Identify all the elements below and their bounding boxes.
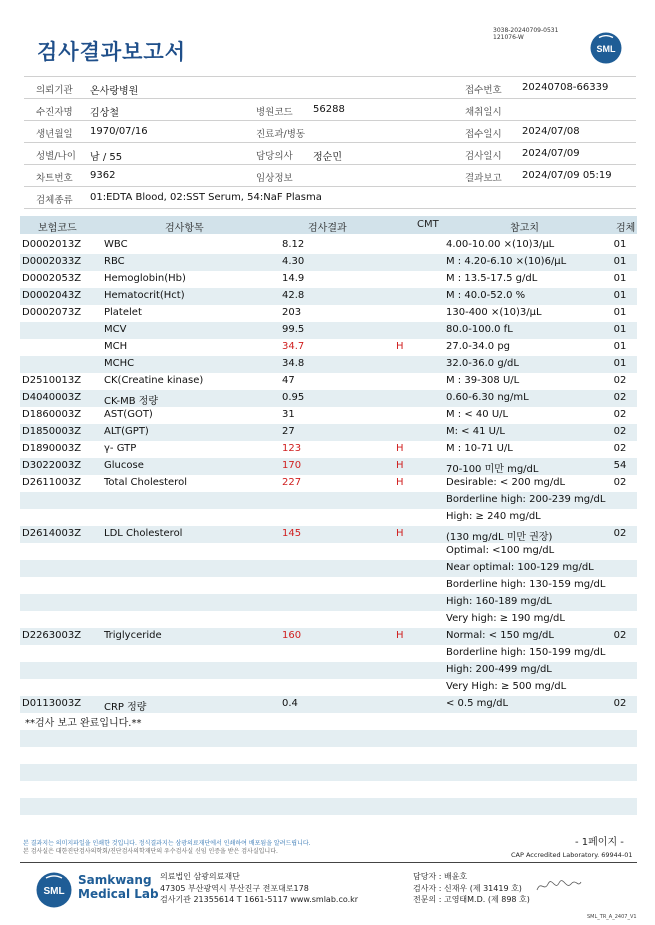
sex-age-label: 성별/나이 — [36, 151, 76, 162]
reference-cell: High: ≥ 240 mg/dL — [446, 511, 541, 522]
specimen-value: 01:EDTA Blood, 02:SST Serum, 54:NaF Plasma — [90, 192, 322, 203]
reference-cell: 0.60-6.30 ng/mL — [446, 392, 529, 403]
page-title: 검사결과보고서 — [37, 40, 187, 64]
specimen-cell: 02 — [613, 528, 627, 539]
reference-cell: High: 160-189 mg/dL — [446, 596, 552, 607]
flag-cell: H — [396, 460, 404, 471]
specimen-cell: 02 — [613, 409, 627, 420]
code-cell: D0002073Z — [22, 307, 82, 318]
code-cell: D0002043Z — [22, 290, 82, 301]
code-cell: D1850003Z — [22, 426, 82, 437]
receipt-date-value: 2024/07/08 — [522, 126, 580, 137]
code-cell: D4040003Z — [22, 392, 82, 403]
result-cell: 42.8 — [282, 290, 305, 301]
sex-age-value: 남 / 55 — [90, 152, 123, 163]
sml-logo-icon — [36, 872, 72, 908]
org-address: 47305 부산광역시 부산진구 전포대로178 — [160, 883, 309, 893]
brand-line-2: Medical Lab — [78, 887, 159, 901]
result-cell: 4.30 — [282, 256, 305, 267]
item-cell: Glucose — [104, 460, 144, 471]
col-result-header: 검사결과 — [308, 223, 347, 234]
item-cell: Hematocrit(Hct) — [104, 290, 185, 301]
report-date-value: 2024/07/09 05:19 — [522, 170, 612, 181]
test-date-value: 2024/07/09 — [522, 148, 580, 159]
result-cell: 0.95 — [282, 392, 305, 403]
row-band — [20, 798, 637, 815]
reference-cell: Borderline high: 150-199 mg/dL — [446, 647, 606, 658]
specimen-cell: 01 — [613, 307, 627, 318]
staff-info — [413, 871, 530, 906]
col-code-header: 보험코드 — [38, 223, 77, 234]
reference-cell: M : 40.0-52.0 % — [446, 290, 526, 301]
reference-cell: 32.0-36.0 g/dL — [446, 358, 519, 369]
info-row — [24, 187, 636, 209]
reference-cell: Optimal: <100 mg/dL — [446, 545, 555, 556]
item-cell: LDL Cholesterol — [104, 528, 183, 539]
flag-cell: H — [396, 528, 404, 539]
item-cell: Hemoglobin(Hb) — [104, 273, 186, 284]
result-cell: 47 — [282, 375, 295, 386]
sml-logo-icon — [590, 32, 622, 64]
result-cell: 8.12 — [282, 239, 305, 250]
specimen-cell: 01 — [613, 341, 627, 352]
code-cell: D2263003Z — [22, 630, 82, 641]
result-cell: 31 — [282, 409, 295, 420]
reference-cell: M : 10-71 U/L — [446, 443, 513, 454]
code-cell: D0113003Z — [22, 698, 82, 709]
reference-cell: M : 4.20-6.10 ×(10)6/μL — [446, 256, 567, 267]
reference-cell: < 0.5 mg/dL — [446, 698, 509, 709]
specimen-cell: 02 — [613, 698, 627, 709]
specimen-cell: 02 — [613, 392, 627, 403]
cap-accreditation: CAP Accredited Laboratory. 69944-01 — [511, 851, 633, 859]
reference-cell: M: < 41 U/L — [446, 426, 505, 437]
reference-cell: 70-100 미만 mg/dL — [446, 464, 539, 475]
item-cell: CK(Creatine kinase) — [104, 375, 204, 386]
hospital-code-value: 56288 — [313, 104, 345, 115]
footnote-line-1: 본 결과지는 의미지파일을 인쇄한 것입니다. 정식결과지는 삼광의료재단에서 인쇄하여 배포됨을 알려드립니다. — [23, 840, 311, 847]
info-row — [24, 76, 636, 99]
code-cell: D0002053Z — [22, 273, 82, 284]
logo-text: SML — [43, 886, 65, 897]
result-cell: 0.4 — [282, 698, 298, 709]
result-cell: 34.8 — [282, 358, 305, 369]
reference-cell: 27.0-34.0 pg — [446, 341, 511, 352]
result-cell: 14.9 — [282, 273, 305, 284]
result-cell: 34.7 — [282, 341, 305, 352]
reference-cell: 80.0-100.0 fL — [446, 324, 513, 335]
hospital-value: 온사랑병원 — [90, 86, 139, 97]
result-cell: 170 — [282, 460, 302, 471]
code-cell: D1890003Z — [22, 443, 82, 454]
organization-info — [160, 871, 358, 906]
info-row — [24, 99, 636, 121]
specimen-cell: 01 — [613, 358, 627, 369]
patient-value: 김상철 — [90, 108, 119, 119]
item-cell: Triglyceride — [104, 630, 162, 641]
item-cell: CRP 정량 — [104, 702, 147, 713]
hospital-label: 의뢰기관 — [36, 85, 73, 96]
staff-manager: 담당자 : 배윤호 — [413, 872, 468, 881]
test-date-label: 검사일시 — [465, 151, 502, 162]
code-cell: D0002033Z — [22, 256, 82, 267]
specimen-cell: 02 — [613, 630, 627, 641]
reference-cell: Very high: ≥ 190 mg/dL — [446, 613, 565, 624]
doc-code-2: 121076-W — [493, 34, 524, 41]
receipt-no-value: 20240708-66339 — [522, 82, 609, 93]
reference-cell: 130-400 ×(10)3/μL — [446, 307, 542, 318]
reference-cell: Near optimal: 100-129 mg/dL — [446, 562, 594, 573]
result-cell: 123 — [282, 443, 302, 454]
hospital-code-label: 병원코드 — [256, 107, 293, 118]
specimen-cell: 01 — [613, 256, 627, 267]
brand-name — [78, 873, 159, 901]
code-cell: D2510013Z — [22, 375, 82, 386]
patient-info — [24, 76, 636, 209]
code-cell: D3022003Z — [22, 460, 82, 471]
logo-text: SML — [596, 44, 616, 54]
item-cell: ALT(GPT) — [104, 426, 149, 437]
item-cell: RBC — [104, 256, 125, 267]
report-date-label: 결과보고 — [465, 173, 502, 184]
reference-cell: M : 39-308 U/L — [446, 375, 520, 386]
org-name: 의료법인 삼광의료재단 — [160, 872, 240, 881]
item-cell: MCHC — [104, 358, 135, 369]
reference-cell: Desirable: < 200 mg/dL — [446, 477, 566, 488]
specimen-cell: 01 — [613, 273, 627, 284]
receipt-no-label: 접수번호 — [465, 85, 502, 96]
specimen-label: 검체종류 — [36, 195, 73, 206]
chart-no-value: 9362 — [90, 170, 116, 181]
flag-cell: H — [396, 630, 404, 641]
dept-label: 진료과/병동 — [256, 129, 306, 140]
item-cell: MCH — [104, 341, 128, 352]
reference-cell: M : 13.5-17.5 g/dL — [446, 273, 538, 284]
doc-code-1: 3038-20240709-0531 — [493, 27, 559, 34]
page-number: - 1페이지 - — [575, 837, 624, 848]
result-cell: 145 — [282, 528, 302, 539]
reference-cell: M : < 40 U/L — [446, 409, 509, 420]
col-ref-header: 참고치 — [510, 223, 539, 234]
item-cell: MCV — [104, 324, 127, 335]
flag-cell: H — [396, 443, 404, 454]
row-band — [20, 730, 637, 747]
item-cell: γ- GTP — [104, 443, 137, 454]
result-cell: 27 — [282, 426, 295, 437]
flag-cell: H — [396, 477, 404, 488]
staff-examiner: 검사자 : 신재우 (제 31419 호) — [413, 883, 522, 893]
item-cell: WBC — [104, 239, 128, 250]
specimen-cell: 02 — [613, 477, 627, 488]
collect-date-label: 채취일시 — [465, 107, 502, 118]
specimen-cell: 54 — [613, 460, 627, 471]
document-code — [493, 27, 558, 41]
staff-specialist: 전문의 : 고영태M.D. (제 898 호) — [413, 895, 530, 904]
signature-icon — [535, 878, 583, 894]
result-cell: 203 — [282, 307, 302, 318]
report-complete-note: **검사 보고 완료입니다.** — [25, 718, 142, 729]
reference-cell: Borderline high: 200-239 mg/dL — [446, 494, 606, 505]
chart-no-label: 차트번호 — [36, 173, 73, 184]
col-item-header: 검사항목 — [165, 223, 204, 234]
code-cell: D0002013Z — [22, 239, 82, 250]
reference-cell: Very High: ≥ 500 mg/dL — [446, 681, 567, 692]
results-table-header — [20, 216, 637, 234]
reference-cell: (130 mg/dL 미만 권장) — [446, 532, 553, 543]
footnote-line-2: 본 검사실은 대한진단검사의학회/진단검사의학재단의 우수검사실 신임 인증을 받은 검사실입니다. — [23, 848, 278, 855]
info-row — [24, 143, 636, 165]
org-contact: 검사기관 21355614 T 1661-5117 www.smlab.co.kr — [160, 895, 359, 904]
reference-cell: Normal: < 150 mg/dL — [446, 630, 554, 641]
info-row — [24, 121, 636, 143]
reference-cell: Borderline high: 130-159 mg/dL — [446, 579, 606, 590]
result-cell: 227 — [282, 477, 302, 488]
doctor-label: 담당의사 — [256, 151, 293, 162]
reference-cell: High: 200-499 mg/dL — [446, 664, 552, 675]
specimen-cell: 01 — [613, 324, 627, 335]
info-row — [24, 165, 636, 187]
specimen-cell: 02 — [613, 443, 627, 454]
form-code: SML_TR_A_2407_V1 — [587, 914, 637, 920]
row-band — [20, 764, 637, 781]
flag-cell: H — [396, 341, 404, 352]
code-cell: D1860003Z — [22, 409, 82, 420]
item-cell: AST(GOT) — [104, 409, 153, 420]
col-spec-header: 검체 — [616, 223, 636, 234]
result-cell: 160 — [282, 630, 302, 641]
doctor-value: 정순민 — [313, 152, 342, 163]
result-cell: 99.5 — [282, 324, 305, 335]
col-cmt-header: CMT — [417, 219, 439, 230]
clinical-label: 임상정보 — [256, 173, 293, 184]
birth-value: 1970/07/16 — [90, 126, 148, 137]
code-cell: D2614003Z — [22, 528, 82, 539]
receipt-date-label: 접수일시 — [465, 129, 502, 140]
specimen-cell: 02 — [613, 426, 627, 437]
brand-line-1: Samkwang — [78, 873, 152, 887]
specimen-cell: 01 — [613, 290, 627, 301]
code-cell: D2611003Z — [22, 477, 82, 488]
item-cell: Platelet — [104, 307, 142, 318]
item-cell: Total Cholesterol — [104, 477, 187, 488]
specimen-cell: 01 — [613, 239, 627, 250]
reference-cell: 4.00-10.00 ×(10)3/μL — [446, 239, 555, 250]
specimen-cell: 02 — [613, 375, 627, 386]
item-cell: CK-MB 정량 — [104, 396, 159, 407]
footnote — [23, 840, 311, 856]
birth-label: 생년월일 — [36, 129, 73, 140]
patient-label: 수진자명 — [36, 107, 73, 118]
footer-divider — [20, 862, 637, 863]
